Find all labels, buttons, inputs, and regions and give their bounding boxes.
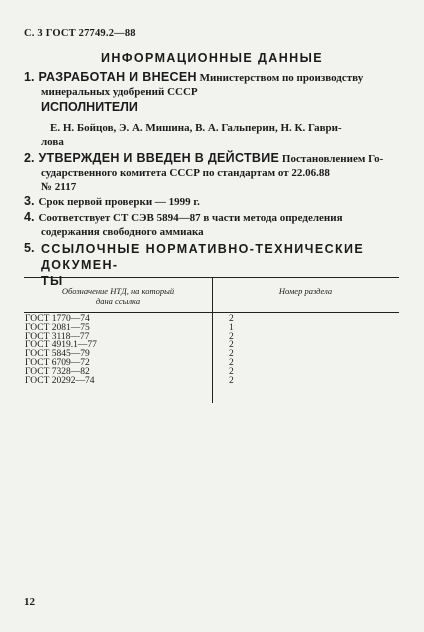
row-section: 2	[229, 357, 234, 368]
row-section: 2	[229, 349, 234, 360]
row-doc: ГОСТ 4919.1—77	[25, 340, 97, 351]
performers-line-2: лова	[41, 136, 64, 148]
row-doc: ГОСТ 5845—79	[25, 349, 90, 360]
performers-names	[50, 121, 400, 135]
row-doc: ГОСТ 2081—75	[25, 322, 90, 333]
item-2-lead: УТВЕРЖДЕН И ВВЕДЕН В ДЕЙСТВИЕ	[38, 151, 280, 165]
table-header-document	[24, 286, 212, 306]
performers-block	[41, 100, 404, 115]
item-3	[24, 194, 404, 209]
info-title: ИНФОРМАЦИОННЫЕ ДАННЫЕ	[101, 51, 323, 65]
item-1-text-b: минеральных удобрений СССР	[41, 86, 198, 98]
page-header: С. 3 ГОСТ 27749.2—88	[24, 28, 136, 39]
references-title	[41, 241, 411, 289]
row-section: 2	[229, 340, 234, 351]
performers-names-cont	[41, 135, 404, 149]
row-doc: ГОСТ 7328—82	[25, 366, 90, 377]
performers-title: ИСПОЛНИТЕЛИ	[41, 100, 138, 114]
item-1	[24, 70, 404, 99]
item-4-number: 4.	[24, 210, 35, 224]
row-doc: ГОСТ 1770—74	[25, 314, 90, 324]
item-5-number: 5.	[24, 241, 35, 255]
page-number: 12	[24, 596, 35, 608]
item-2-text-a: Постановлением Го-	[281, 153, 384, 165]
references-title-a: ССЫЛОЧНЫЕ НОРМАТИВНО-ТЕХНИЧЕСКИЕ ДОКУМЕН-	[41, 242, 365, 272]
item-1-text-a: Министерством по производству	[199, 72, 364, 84]
row-doc: ГОСТ 20292—74	[25, 375, 95, 386]
item-2-text-b: сударственного комитета СССР по стандартам от 22.06.88	[41, 167, 330, 179]
item-4-text-a: Соответствует СТ СЭВ 5894—87 в части метода определения	[38, 212, 343, 224]
row-section: 2	[229, 331, 234, 342]
row-section: 2	[229, 375, 234, 386]
item-4	[24, 210, 404, 239]
table-header-document-a: Обозначение НТД, на который	[61, 286, 175, 296]
item-3-number: 3.	[24, 194, 35, 208]
row-doc: ГОСТ 3118—77	[25, 331, 90, 342]
item-2	[24, 151, 404, 194]
item-4-text-b: содержания свободного аммиака	[41, 226, 204, 238]
performers-line-1: Е. Н. Бойцов, Э. А. Мишина, В. А. Гальперин, Н. К. Гаври-	[50, 122, 342, 134]
table-header-document-b: дана ссылка	[95, 296, 141, 306]
row-doc: ГОСТ 6709—72	[25, 357, 90, 368]
references-title-b: ТЫ	[41, 274, 64, 288]
table-header-section: Номер раздела	[278, 286, 333, 296]
item-2-number: 2.	[24, 151, 35, 165]
row-section: 2	[229, 366, 234, 377]
table-row	[24, 377, 399, 386]
row-section: 2	[229, 314, 234, 324]
item-1-lead: РАЗРАБОТАН И ВНЕСЕН	[38, 70, 197, 84]
item-2-text-c: № 2117	[41, 181, 77, 193]
table-body	[24, 315, 399, 385]
item-1-number: 1.	[24, 70, 35, 84]
row-section: 1	[229, 322, 234, 333]
item-3-text: Срок первой проверки — 1999 г.	[38, 196, 200, 208]
